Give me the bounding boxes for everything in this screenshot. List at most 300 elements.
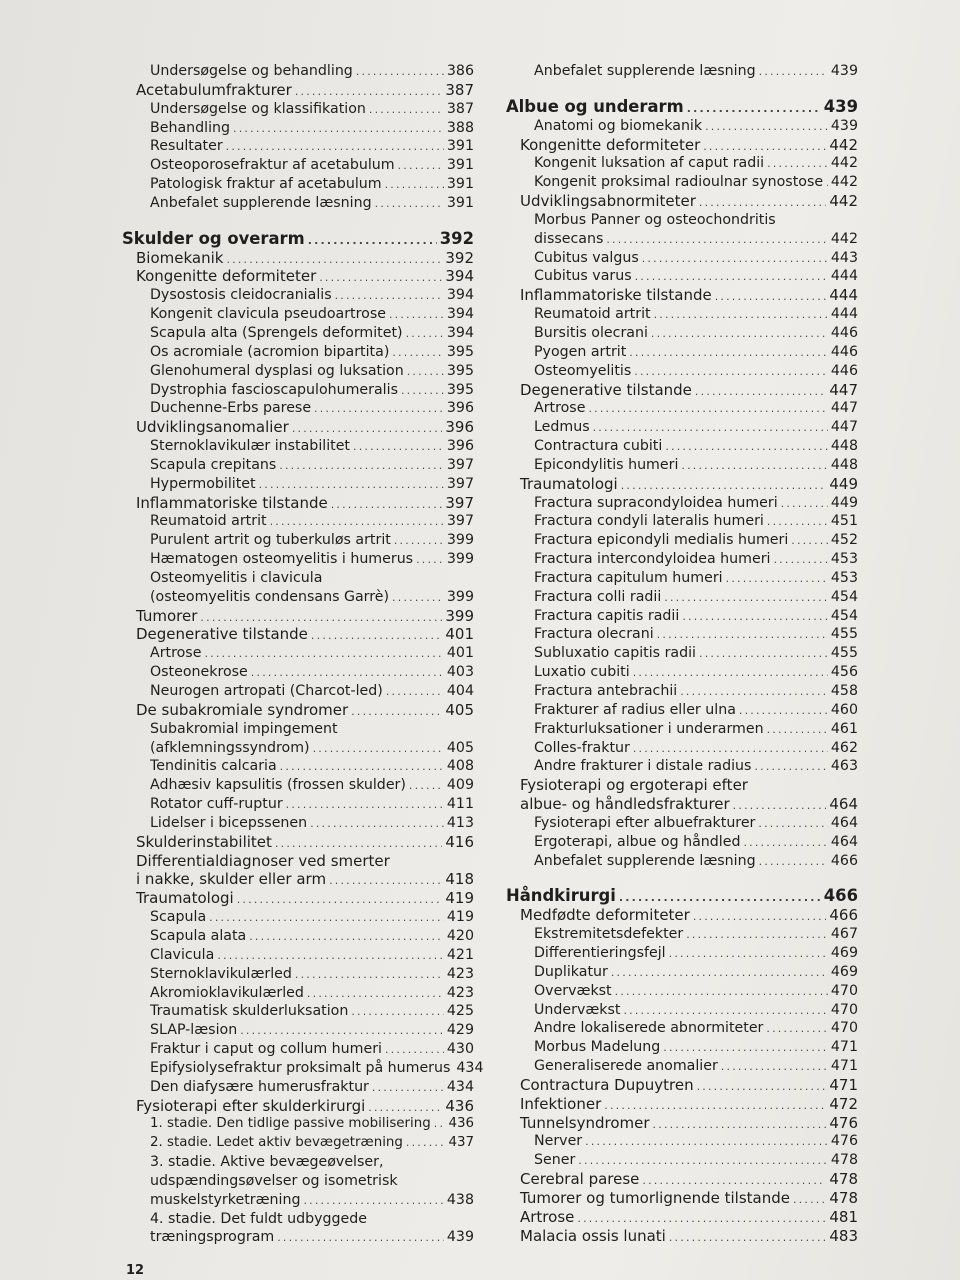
toc-page-number: 419 [446,909,474,926]
toc-entry [122,965,474,984]
dot-leader [773,551,827,570]
toc-entry [122,795,474,814]
dot-leader [826,174,828,193]
toc-entry-title: Neurogen artropati (Charcot-led) [150,683,383,699]
toc-entry [506,925,858,944]
toc-page-number: 436 [448,1116,474,1132]
toc-entry [122,1021,474,1040]
toc-entry [122,343,474,362]
toc-page-number: 471 [829,1075,858,1094]
toc-page-number: 416 [445,832,474,851]
toc-entry [122,1134,474,1153]
toc-entry [122,776,474,795]
toc-page-number: 391 [446,138,474,155]
toc-entry-title: Pyogen artrit [534,343,627,360]
dot-leader [634,363,828,382]
dot-leader [209,909,444,928]
toc-page-number: 452 [830,532,858,549]
toc-page-number: 425 [446,1003,474,1020]
toc-entry-title: Osteomyelitis i clavicula [150,569,323,586]
toc-page-number: 466 [823,886,858,906]
toc-page-number: 448 [830,438,858,455]
toc-entry [122,494,474,513]
toc-entry [506,1189,858,1208]
toc-entry [122,908,474,927]
toc-page-number: 444 [830,268,858,285]
toc-page-number: 387 [445,80,474,99]
toc-entry-title: Resultater [150,138,223,155]
toc-page-number: 392 [439,228,474,248]
toc-entry-title: Patologisk fraktur af acetabulum [150,176,382,193]
toc-entry [122,81,474,100]
toc-page-number: 408 [446,758,474,775]
toc-entry [506,267,858,286]
toc-entry-title: Fractura capitulum humeri [534,569,723,586]
toc-entry-title: Fractura supracondyloidea humeri [534,494,778,511]
dot-leader [754,758,827,777]
toc-page-number: 462 [830,739,858,756]
toc-entry-title: Hypermobilitet [150,475,256,492]
toc-page-number: 466 [830,852,858,869]
toc-entry [506,399,858,418]
toc-entry-title: Biomekanik [136,248,224,267]
toc-entry-title: Adhæsiv kapsulitis (frossen skulder) [150,777,406,794]
toc-entry-title: Kongenitte deformiteter [136,267,317,286]
toc-entry-title: Fractura condyli lateralis humeri [534,513,764,530]
toc-entry [122,175,474,194]
toc-entry [122,362,474,381]
toc-page-number: 397 [446,513,474,530]
toc-entry [506,154,858,173]
toc-entry-title: Skulderinstabilitet [136,832,272,851]
toc-entry-title: Undersøgelse og klassifikation [150,100,366,117]
toc-page-number: 478 [830,1152,858,1169]
toc-entry [122,324,474,343]
toc-entry [122,249,474,268]
dot-leader [217,947,444,966]
toc-entry [506,739,858,758]
toc-entry [506,1019,858,1038]
toc-entry-title: Osteonekrose [150,664,248,681]
toc-entry [506,814,858,833]
toc-entry-title: Epicondylitis humeri [534,456,679,473]
dot-leader [781,495,828,514]
toc-entry-title: Den diafysære humerusfraktur [150,1078,369,1095]
toc-page-number: 446 [830,343,858,360]
dot-leader [351,703,442,722]
toc-page-number: 472 [829,1094,858,1113]
toc-page-number: 469 [830,944,858,961]
toc-entry-title: Tumorer og tumorlignende tilstande [520,1188,790,1207]
toc-entry [506,701,858,720]
toc-entry [122,437,474,456]
toc-entry [506,663,858,682]
toc-page-number: 394 [446,324,474,341]
dot-leader [588,400,827,419]
toc-page-number: 388 [446,119,474,136]
toc-page-number: 470 [830,982,858,999]
dot-leader [664,589,828,608]
toc-entry-title: Ledmus [534,419,590,436]
dot-leader [623,1002,827,1021]
dot-leader [642,250,828,269]
toc-entry-title: Andre lokaliserede abnormiteter [534,1020,764,1037]
toc-page-number: 421 [446,946,474,963]
toc-entry-title: Tunnelsyndromer [520,1113,650,1132]
dot-leader [392,589,444,608]
toc-entry-title: Colles-fraktur [534,739,630,756]
toc-page-number: 446 [830,362,858,379]
toc-entry [122,1228,474,1247]
page-number: 12 [126,1263,145,1278]
toc-page-number: 396 [446,438,474,455]
dot-leader [237,891,443,910]
toc-entry-title: Albue og underarm [506,96,684,116]
toc-page-number: 470 [830,1001,858,1018]
dot-leader [669,1229,827,1248]
toc-entry [506,192,858,211]
toc-page-number: 464 [829,795,858,814]
toc-page-number: 413 [446,814,474,831]
dot-leader [314,400,444,419]
toc-page-number: 399 [445,606,474,625]
dot-leader [270,513,444,532]
toc-entry [506,1057,858,1076]
toc-page-number: 461 [830,720,858,737]
toc-entry-title: Fractura colli radii [534,588,662,605]
toc-entry [122,531,474,550]
toc-page-number: 483 [829,1226,858,1245]
toc-entry-title: Kongenitte deformiteter [520,135,701,154]
dot-leader [406,1134,446,1153]
toc-entry-title: Differentieringsfejl [534,944,666,961]
dot-leader [394,532,444,551]
dot-leader [392,344,444,363]
toc-page-number: 395 [446,362,474,379]
toc-entry [506,343,858,362]
toc-page-number: 391 [446,194,474,211]
dot-leader [434,1115,446,1134]
toc-entry-title: 1. stadie. Den tidlige passive mobilisering [150,1116,431,1132]
toc-page-number: 439 [830,63,858,79]
dot-leader [401,382,444,401]
dot-leader [743,834,827,853]
toc-page-number: 444 [830,306,858,323]
toc-entry-title: Degenerative tilstande [136,625,308,644]
toc-left-column [122,62,484,1247]
dot-leader [277,1229,444,1248]
dot-leader [687,100,821,119]
toc-entry [122,305,474,324]
toc-entry-title: Infektioner [520,1094,602,1113]
toc-entry [122,381,474,400]
toc-entry [506,607,858,626]
toc-entry-title: 3. stadie. Aktive bevægeøvelser, [150,1154,384,1171]
dot-leader [657,626,828,645]
toc-page-number: 404 [446,683,474,699]
toc-page-number: 439 [830,117,858,134]
toc-entry-title: Sternoklavikulærled [150,965,292,982]
dot-leader [249,928,444,947]
toc-entry-title: Akromioklavikulærled [150,984,304,1001]
dot-leader [593,419,828,438]
dot-leader [606,231,828,250]
toc-page-number: 403 [446,664,474,681]
toc-entry-title: Udviklingsabnormiteter [520,192,696,211]
toc-page-number: 439 [823,96,858,116]
toc-chapter-heading [506,98,858,117]
toc-page-number: 470 [830,1020,858,1037]
dot-leader [651,325,828,344]
toc-entry [122,1191,474,1210]
toc-entry-title: Malacia ossis lunati [520,1226,666,1245]
toc-entry-title: Bursitis olecrani [534,324,648,341]
toc-entry-title: Artrose [150,645,202,662]
toc-entry [122,625,474,644]
toc-entry [122,100,474,119]
toc-entry [506,456,858,475]
toc-page-number: 423 [446,984,474,1001]
dot-leader [319,269,442,288]
dot-leader [721,1058,828,1077]
toc-entry [122,833,474,852]
dot-leader [726,570,828,589]
toc-entry-title: Fractura antebrachii [534,683,678,699]
toc-page-number: 436 [445,1096,474,1115]
dot-leader [385,176,444,195]
toc-entry-title: Subluxatio capitis radii [534,645,696,662]
dot-leader [693,908,827,927]
toc-entry-title: Undersøgelse og behandling [150,63,353,79]
toc-entry-title: (osteomyelitis condensans Garrè) [150,588,390,605]
toc-page-number: 395 [446,381,474,398]
dot-leader [758,815,828,834]
toc-page-number: 434 [456,1059,484,1076]
toc-entry-title: Cubitus valgus [534,249,639,266]
toc-entry [506,230,858,249]
dot-leader [398,157,444,176]
toc-entry [122,1172,474,1191]
toc-entry-title: Anbefalet supplerende læsning [534,63,756,79]
toc-entry [506,305,858,324]
toc-page-number: 442 [830,155,858,172]
dot-leader [204,645,443,664]
toc-entry-title: Hæmatogen osteomyelitis i humerus [150,551,414,568]
toc-page-number: 419 [445,889,474,908]
toc-page-number: 437 [448,1135,474,1151]
toc-page-number: 423 [446,965,474,982]
dot-leader [715,288,827,307]
toc-entry-title: træningsprogram [150,1229,275,1246]
toc-entry-title: Reumatoid artrit [150,513,267,530]
toc-page-number: 438 [446,1191,474,1208]
toc-entry-title: SLAP-læsion [150,1022,238,1039]
toc-entry-title: Scapula [150,909,207,926]
dot-leader [653,1116,827,1135]
toc-entry [122,1115,474,1134]
toc-entry-title: Fractura capitis radii [534,607,680,624]
toc-page-number: 455 [830,626,858,643]
toc-entry [122,739,474,758]
toc-page-number: 456 [830,664,858,681]
toc-entry-title: Undervækst [534,1001,621,1018]
toc-page-number: 399 [446,551,474,568]
toc-entry [122,607,474,626]
dot-leader [669,945,828,964]
toc-entry [122,946,474,965]
toc-page-number: 453 [830,551,858,568]
dot-leader [369,101,444,120]
dot-leader [633,740,828,759]
toc-page-number: 405 [446,739,474,756]
toc-entry-title: Fysioterapi og ergoterapi efter [520,776,748,795]
toc-page-number: 471 [830,1058,858,1075]
toc-entry-title: Inflammatoriske tilstande [136,493,328,512]
section-spacer [122,213,474,230]
toc-entry-title: Acetabulumfrakturer [136,80,292,99]
toc-entry [506,1151,858,1170]
dot-leader [335,287,444,306]
toc-chapter-heading [122,230,474,249]
toc-entry [122,1078,474,1097]
toc-entry [506,418,858,437]
toc-entry [506,906,858,925]
toc-page-number: 442 [829,192,858,211]
toc-page-number: 454 [830,607,858,624]
toc-entry [122,701,474,720]
toc-entry-title: Kongenit luksation af caput radii [534,155,765,172]
toc-page-number: 434 [446,1078,474,1095]
toc-entry [122,1210,474,1229]
toc-entry [506,1095,858,1114]
toc-entry [506,644,858,663]
toc-page-number: 430 [446,1041,474,1058]
toc-page-number: 391 [446,157,474,174]
toc-entry-title: Sternoklavikulær instabilitet [150,438,350,455]
toc-page-number: 467 [830,926,858,943]
toc-page-number: 471 [830,1039,858,1056]
toc-entry [122,475,474,494]
toc-entry-title: Anbefalet supplerende læsning [150,194,372,211]
dot-leader [329,872,442,891]
toc-entry [506,1227,858,1246]
toc-entry-title: Generaliserede anomalier [534,1058,718,1075]
toc-page-number: 397 [446,475,474,492]
toc-entry [506,117,858,136]
toc-page-number: 401 [445,625,474,644]
dot-leader [311,627,442,646]
toc-entry [122,456,474,475]
dot-leader [295,966,444,985]
toc-entry-title: Fysioterapi efter albuefrakturer [534,814,756,831]
toc-entry [506,286,858,305]
toc-entry-title: Medfødte deformiteter [520,906,690,925]
toc-entry-title: Udviklingsanomalier [136,418,289,437]
dot-leader [739,702,828,721]
toc-entry-title: Tumorer [136,606,198,625]
toc-entry-title: dissecans [534,230,604,247]
toc-page-number: 446 [830,324,858,341]
toc-entry [506,324,858,343]
toc-entry-title: udspændingsøvelser og isometrisk [150,1172,398,1189]
toc-entry-title: Glenohumeral dysplasi og luksation [150,362,404,379]
toc-page-number: 478 [829,1170,858,1189]
toc-entry-title: Frakturluksationer i underarmen [534,720,764,737]
toc-entry-title: Dystrophia fascioscapulohumeralis [150,381,398,398]
toc-entry-title: Ergoterapi, albue og håndled [534,833,741,850]
toc-page-number: 394 [446,306,474,323]
toc-page-number: 394 [446,287,474,304]
toc-entry-title: Traumatologi [520,474,618,493]
toc-right-column [506,62,858,1245]
toc-entry [506,1114,858,1133]
dot-leader [303,1192,443,1211]
toc-entry [506,512,858,531]
toc-entry-title: Traumatologi [136,889,234,908]
toc-entry [506,494,858,513]
toc-entry-title: Contractura Dupuytren [520,1075,694,1094]
dot-leader [767,513,828,532]
toc-page-number: 453 [830,569,858,586]
dot-leader [699,645,828,664]
dot-leader [585,1133,828,1152]
toc-entry [122,814,474,833]
toc-entry-title: Reumatoid artrit [534,306,651,323]
toc-entry [122,1002,474,1021]
toc-entry-title: Inflammatoriske tilstande [520,286,712,305]
toc-entry-title: 4. stadie. Det fuldt udbyggede [150,1210,367,1227]
toc-page-number: 399 [446,532,474,549]
toc-entry [506,833,858,852]
toc-entry-title: Dysostosis cleidocranialis [150,287,332,304]
dot-leader [680,683,828,702]
dot-leader [759,63,828,82]
dot-leader [629,344,828,363]
dot-leader [416,551,444,570]
toc-page-number: 464 [830,833,858,850]
toc-page-number: 447 [829,380,858,399]
dot-leader [681,457,828,476]
toc-entry-title: Ekstremitetsdefekter [534,926,684,943]
dot-leader [375,195,444,214]
toc-entry-title: Epifysiolysefraktur proksimalt på humerus [150,1059,451,1076]
dot-leader [313,740,444,759]
dot-leader [308,232,437,251]
dot-leader [695,383,826,402]
toc-page-number: 442 [830,230,858,247]
dot-leader [578,1152,828,1171]
toc-page-number: 448 [830,456,858,473]
toc-page-number: 443 [830,249,858,266]
toc-entry-title: albue- og håndledsfrakturer [520,795,730,814]
toc-entry [122,889,474,908]
toc-entry-title: Scapula alata [150,927,247,944]
toc-entry-title: Os acromiale (acromion bipartita) [150,343,390,360]
toc-page-number: 449 [829,474,858,493]
dot-leader [389,306,444,325]
toc-chapter-heading [506,887,858,906]
toc-entry [506,682,858,701]
toc-entry-title: Luxatio cubiti [534,664,630,681]
toc-entry [122,119,474,138]
toc-entry-title: Scapula alta (Sprengels deformitet) [150,324,403,341]
toc-entry-title: 2. stadie. Ledet aktiv bevægetræning [150,1135,403,1151]
toc-entry [506,569,858,588]
toc-page-number: 447 [830,400,858,417]
toc-entry [122,512,474,531]
dot-leader [280,758,444,777]
toc-page-number: 442 [829,135,858,154]
